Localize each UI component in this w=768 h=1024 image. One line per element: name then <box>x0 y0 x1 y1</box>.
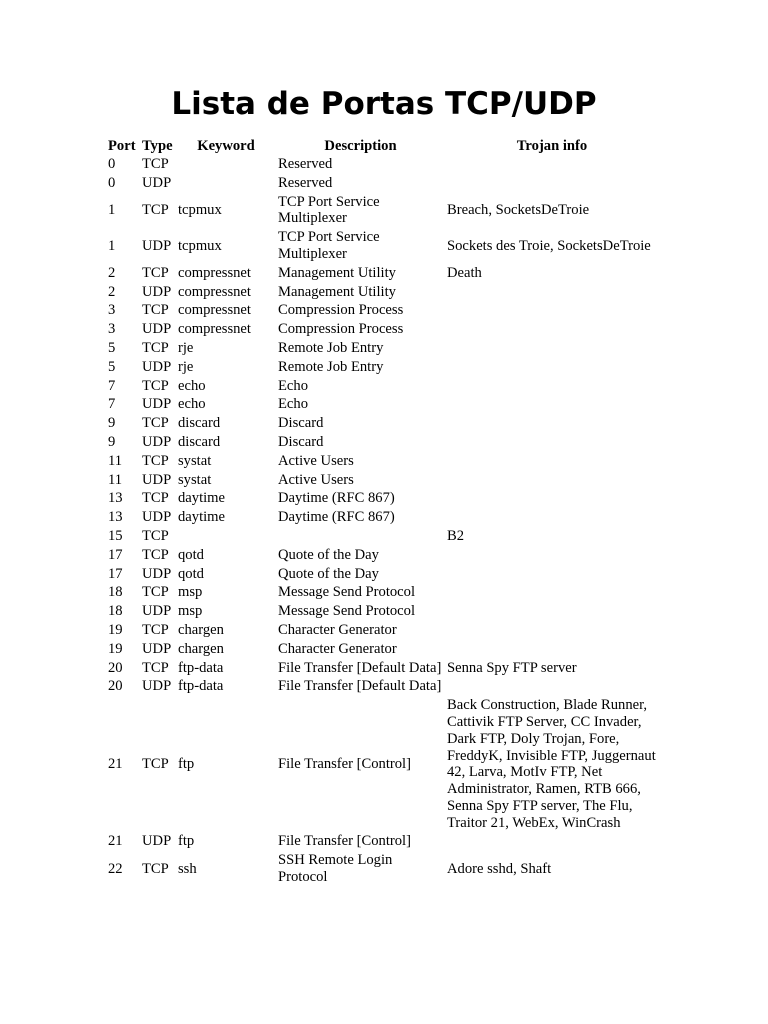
cell-type: TCP <box>142 452 169 469</box>
cell-keyword: discard <box>178 433 221 450</box>
cell-trojan-info <box>445 489 659 508</box>
cell-keyword: qotd <box>178 565 204 582</box>
cell-description: Reserved <box>278 174 333 191</box>
table-row <box>106 851 659 887</box>
cell-trojan-info <box>445 602 659 621</box>
cell-type: TCP <box>142 415 169 432</box>
cell-keyword <box>176 527 276 546</box>
cell-keyword: systat <box>178 471 212 488</box>
table-row <box>106 452 659 471</box>
cell-trojan-info <box>445 621 659 640</box>
table-row <box>106 602 659 621</box>
cell-keyword: discard <box>178 415 221 432</box>
cell-keyword: chargen <box>178 640 224 657</box>
cell-port: 17 <box>108 565 123 582</box>
cell-description: Echo <box>278 377 308 394</box>
cell-keyword: echo <box>178 377 206 394</box>
cell-trojan-info <box>445 395 659 414</box>
table-row <box>106 546 659 565</box>
cell-port: 7 <box>108 396 116 413</box>
cell-description: Reserved <box>278 156 333 172</box>
cell-trojan-info <box>445 174 659 193</box>
cell-description: File Transfer [Control] <box>278 755 411 772</box>
cell-description: Character Generator <box>278 621 397 638</box>
table-body <box>106 155 659 887</box>
cell-type: UDP <box>142 174 172 191</box>
cell-type: UDP <box>142 237 172 254</box>
cell-keyword: tcpmux <box>178 201 222 218</box>
table-row <box>106 640 659 659</box>
cell-port: 5 <box>108 339 116 356</box>
cell-port: 18 <box>108 584 123 601</box>
cell-port: 2 <box>108 264 116 281</box>
cell-description: Discard <box>278 415 324 432</box>
cell-trojan-info <box>445 565 659 584</box>
cell-trojan-info: Breach, SocketsDeTroie <box>447 201 590 218</box>
cell-type: TCP <box>142 264 169 281</box>
table-row <box>106 377 659 396</box>
table-row <box>106 489 659 508</box>
cell-keyword: ftp-data <box>178 659 224 676</box>
cell-trojan-info <box>445 832 659 851</box>
cell-keyword: echo <box>178 396 206 413</box>
table-row <box>106 283 659 302</box>
cell-trojan-info <box>445 677 659 696</box>
cell-type: TCP <box>142 527 169 544</box>
cell-keyword <box>176 155 276 174</box>
cell-port: 15 <box>108 527 123 544</box>
cell-description: TCP Port Service Multiplexer <box>278 193 380 227</box>
cell-port: 9 <box>108 415 116 432</box>
cell-description: Message Send Protocol <box>278 584 416 601</box>
cell-port: 0 <box>108 156 116 172</box>
table-row <box>106 508 659 527</box>
header-type: Type <box>142 137 173 154</box>
cell-port: 1 <box>108 201 116 218</box>
cell-keyword: ftp <box>178 755 195 772</box>
cell-type: TCP <box>142 156 169 172</box>
table-row <box>106 301 659 320</box>
cell-type: TCP <box>142 860 169 877</box>
cell-keyword: msp <box>178 603 203 620</box>
cell-description <box>276 527 445 546</box>
cell-type: UDP <box>142 433 172 450</box>
cell-description: Discard <box>278 433 324 450</box>
cell-port: 17 <box>108 546 123 563</box>
cell-description: Quote of the Day <box>278 565 379 582</box>
cell-port: 11 <box>108 452 123 469</box>
cell-keyword: qotd <box>178 546 204 563</box>
cell-keyword: daytime <box>178 490 226 507</box>
cell-port: 2 <box>108 283 116 300</box>
cell-type: UDP <box>142 603 172 620</box>
table-row <box>106 832 659 851</box>
cell-type: UDP <box>142 283 172 300</box>
cell-type: UDP <box>142 565 172 582</box>
table-row <box>106 433 659 452</box>
cell-port: 20 <box>108 678 123 695</box>
cell-description: TCP Port Service Multiplexer <box>278 229 380 262</box>
cell-keyword: compressnet <box>178 302 251 319</box>
table-row <box>106 174 659 193</box>
header-keyword: Keyword <box>197 137 255 154</box>
cell-trojan-info <box>445 546 659 565</box>
cell-description: Daytime (RFC 867) <box>278 490 395 507</box>
cell-keyword: ftp-data <box>178 678 224 695</box>
cell-port: 3 <box>108 321 116 338</box>
table-row <box>106 471 659 490</box>
cell-keyword: systat <box>178 452 212 469</box>
cell-keyword: rje <box>178 358 194 375</box>
table-row <box>106 395 659 414</box>
cell-trojan-info <box>445 320 659 339</box>
cell-type: TCP <box>142 755 169 772</box>
cell-description: Echo <box>278 396 308 413</box>
table-row <box>106 193 659 229</box>
table-row <box>106 565 659 584</box>
table-row <box>106 228 659 264</box>
cell-type: TCP <box>142 339 169 356</box>
cell-keyword: daytime <box>178 509 226 526</box>
cell-keyword: msp <box>178 584 203 601</box>
table-row <box>106 621 659 640</box>
cell-trojan-info: Sockets des Troie, SocketsDeTroie <box>447 237 651 254</box>
cell-description: Management Utility <box>278 283 396 300</box>
cell-keyword: ftp <box>178 833 195 850</box>
cell-type: TCP <box>142 201 169 218</box>
cell-type: UDP <box>142 678 172 695</box>
cell-trojan-info: Death <box>447 264 482 281</box>
cell-trojan-info <box>445 583 659 602</box>
cell-description: Management Utility <box>278 264 396 281</box>
cell-trojan-info <box>445 414 659 433</box>
cell-port: 13 <box>108 509 123 526</box>
table-row <box>106 583 659 602</box>
cell-type: TCP <box>142 377 169 394</box>
cell-description: Active Users <box>278 452 354 469</box>
cell-trojan-info <box>445 452 659 471</box>
ports-table <box>106 137 659 887</box>
cell-description: Active Users <box>278 471 354 488</box>
cell-port: 19 <box>108 621 123 638</box>
cell-trojan-info <box>445 377 659 396</box>
cell-keyword: compressnet <box>178 283 251 300</box>
cell-description: Remote Job Entry <box>278 339 384 356</box>
table-row <box>106 527 659 546</box>
cell-trojan-info: Senna Spy FTP server <box>447 659 577 676</box>
cell-description: Compression Process <box>278 302 404 319</box>
cell-description: SSH Remote Login Protocol <box>278 852 393 886</box>
cell-keyword: compressnet <box>178 264 251 281</box>
cell-description: Daytime (RFC 867) <box>278 509 395 526</box>
cell-trojan-info: Adore sshd, Shaft <box>447 860 552 877</box>
cell-description: Quote of the Day <box>278 546 379 563</box>
cell-port: 1 <box>108 237 116 254</box>
cell-type: TCP <box>142 584 169 601</box>
cell-port: 3 <box>108 302 116 319</box>
header-port: Port <box>108 137 136 154</box>
cell-description: File Transfer [Control] <box>278 833 411 850</box>
cell-trojan-info <box>445 301 659 320</box>
table-row <box>106 358 659 377</box>
cell-description: Character Generator <box>278 640 397 657</box>
cell-type: TCP <box>142 659 169 676</box>
cell-type: TCP <box>142 621 169 638</box>
cell-trojan-info <box>445 508 659 527</box>
cell-port: 21 <box>108 833 123 850</box>
cell-trojan-info <box>445 339 659 358</box>
cell-keyword: chargen <box>178 621 224 638</box>
table-row <box>106 659 659 678</box>
cell-type: TCP <box>142 302 169 319</box>
cell-type: UDP <box>142 833 172 850</box>
table-row <box>106 155 659 174</box>
cell-port: 13 <box>108 490 123 507</box>
cell-keyword <box>176 174 276 193</box>
header-trojan-info: Trojan info <box>516 137 588 154</box>
cell-type: TCP <box>142 490 169 507</box>
cell-trojan-info <box>445 471 659 490</box>
cell-port: 22 <box>108 860 123 877</box>
cell-trojan-info: Back Construction, Blade Runner, Cattivik FTP Server, CC Invader, Dark FTP, Doly Trojan, Fore, FreddyK, Invisible FTP, Juggernaut 42, Larva, MotIv FTP, Net Administrator, Ramen, RTB 666, Senna Spy FTP server, The Flu, Traitor 21, WebEx, WinCrash <box>447 697 656 831</box>
cell-description: Compression Process <box>278 321 404 338</box>
table-row <box>106 414 659 433</box>
page-title: Lista de Portas TCP/UDP <box>171 86 597 122</box>
cell-type: UDP <box>142 471 172 488</box>
cell-keyword: rje <box>178 339 194 356</box>
cell-trojan-info: B2 <box>447 527 465 544</box>
table-row <box>106 320 659 339</box>
cell-keyword: compressnet <box>178 321 251 338</box>
cell-port: 21 <box>108 755 123 772</box>
table-row <box>106 696 659 832</box>
cell-type: TCP <box>142 546 169 563</box>
header-description: Description <box>324 137 397 154</box>
table-header-row <box>106 137 659 155</box>
cell-port: 18 <box>108 603 123 620</box>
cell-port: 0 <box>108 174 116 191</box>
cell-type: UDP <box>142 396 172 413</box>
cell-type: UDP <box>142 640 172 657</box>
cell-port: 19 <box>108 640 123 657</box>
cell-port: 7 <box>108 377 116 394</box>
cell-trojan-info <box>445 640 659 659</box>
cell-port: 20 <box>108 659 123 676</box>
cell-port: 11 <box>108 471 123 488</box>
cell-description: Remote Job Entry <box>278 358 384 375</box>
cell-description: File Transfer [Default Data] <box>278 659 442 676</box>
cell-keyword: tcpmux <box>178 237 222 254</box>
cell-type: UDP <box>142 358 172 375</box>
cell-description: Message Send Protocol <box>278 603 416 620</box>
cell-trojan-info <box>445 283 659 302</box>
cell-port: 5 <box>108 358 116 375</box>
table-row <box>106 677 659 696</box>
cell-trojan-info <box>445 358 659 377</box>
cell-type: UDP <box>142 321 172 338</box>
cell-type: UDP <box>142 509 172 526</box>
table-row <box>106 264 659 283</box>
cell-port: 9 <box>108 433 116 450</box>
cell-trojan-info <box>445 155 659 174</box>
table-row <box>106 339 659 358</box>
cell-keyword: ssh <box>178 860 197 877</box>
cell-trojan-info <box>445 433 659 452</box>
cell-description: File Transfer [Default Data] <box>278 678 442 695</box>
